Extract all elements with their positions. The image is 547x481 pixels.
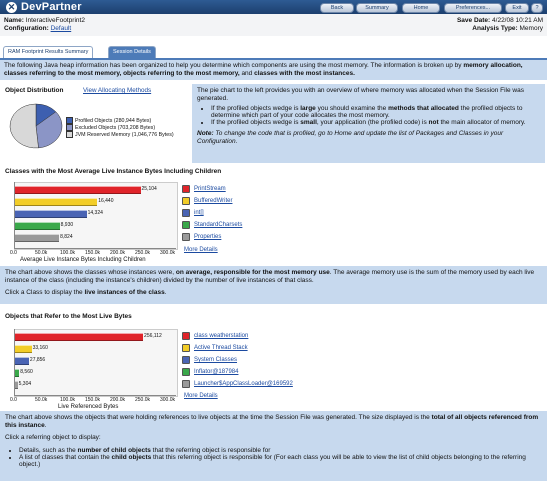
home-button[interactable]: Home: [402, 3, 440, 13]
bullet-large-wedge: • If the profiled objects wedge is large you should examine the methods that allocated the profiled objects to determine which part of your code allocates the most memory.: [211, 105, 540, 119]
bar-standardcharsets[interactable]: [15, 222, 60, 230]
tab-ram-footprint-summary[interactable]: RAM Footprint Results Summary: [3, 46, 93, 58]
bar-launcher-appclassloader-169592[interactable]: [15, 381, 18, 389]
bar-value-label: 5,304: [18, 381, 32, 387]
legend-excluded-objects: Excluded Objects (703,208 Bytes): [66, 124, 155, 131]
view-allocating-methods-link[interactable]: View Allocating Methods: [83, 87, 152, 94]
class-link[interactable]: System Classes: [194, 357, 238, 363]
class-icon: [182, 197, 190, 205]
bar-value-label: 25,104: [141, 186, 157, 192]
class-link[interactable]: StandardCharsets: [194, 222, 243, 228]
class-icon: [182, 380, 190, 388]
bar-inflator-187984[interactable]: [15, 369, 19, 377]
x-tick-label: 0.0: [10, 250, 17, 256]
class-link[interactable]: Launcher$AppClassLoader@169592: [194, 381, 293, 387]
x-tick-label: 100.0k: [60, 250, 76, 256]
tab-bar: [0, 36, 547, 58]
session-name: InteractiveFootprint2: [25, 17, 85, 24]
bar-value-label: 8,930: [60, 222, 74, 228]
classes-bar-chart: [0, 178, 547, 264]
legend-swatch: [66, 124, 73, 131]
x-axis-title: Live Referenced Bytes: [58, 404, 119, 410]
legend-profiled-objects: Profiled Objects (280,944 Bytes): [66, 117, 151, 124]
class-icon: [182, 368, 190, 376]
class-link[interactable]: class weatherstation: [194, 333, 249, 339]
bar-properties[interactable]: [15, 234, 59, 242]
object-distribution-pie: [8, 100, 64, 152]
object-distribution-title: Object Distribution: [5, 87, 64, 94]
x-tick-label: 200.0k: [110, 250, 126, 256]
tab-session-details[interactable]: Session Details: [108, 46, 156, 58]
x-axis-line: [14, 395, 176, 396]
objects-chart-title: Objects that Refer to the Most Live Bytes: [5, 313, 132, 320]
legend-item-class-weatherstation[interactable]: [182, 332, 248, 340]
class-icon: [182, 185, 190, 193]
x-tick-label: 250.0k: [135, 250, 151, 256]
class-icon: [182, 356, 190, 364]
intro-text: The following Java heap information has been organized to help you determine which components are using the most memory. The information is broken up by memory allocation, classes referring to the most memory, objects referring to the most memory, and classes with the most instances.: [4, 62, 523, 77]
bar-value-label: 33,160: [32, 345, 48, 351]
x-axis-title: Average Live Instance Bytes Including Children: [20, 257, 146, 263]
class-icon: [182, 344, 190, 352]
objects-more-details-link[interactable]: More Details: [184, 393, 218, 399]
x-tick-label: 100.0k: [60, 397, 76, 403]
legend-item-system-classes[interactable]: [182, 356, 237, 364]
legend-item-active-thread-stack[interactable]: [182, 344, 248, 352]
bar-value-label: 8,824: [60, 234, 73, 240]
bar-class-weatherstation[interactable]: [15, 333, 143, 341]
class-link[interactable]: BufferedWriter: [194, 198, 233, 204]
preferences-button[interactable]: Preferences...: [444, 3, 502, 13]
x-tick-label: 250.0k: [135, 397, 151, 403]
save-date-label: Save Date:: [456, 17, 491, 24]
legend-item-printstream[interactable]: [182, 185, 226, 193]
app-title: DevPartner: [21, 1, 82, 13]
objects-explanation-panel: The chart above shows the objects that were holding references to live objects at the time the Session File was generated. The size displayed is the total of all objects referenced from this instance. Click a referring object to display: • Details, such as the number of child objects that the referring object is responsible for • A list of classes that contain the child objects that this referring object is responsible for (For each class you will be able to view the list of child objects belonging to the referring object.): [0, 411, 547, 481]
class-link[interactable]: int[]: [194, 210, 204, 216]
legend-swatch: [66, 117, 73, 124]
bar-value-label: 14,324: [87, 210, 103, 216]
bar-system-classes[interactable]: [15, 357, 29, 365]
object-distribution-description: The pie chart to the left provides you with an overview of where memory was allocated when the Session File was generated. • If the profiled objects wedge is large you should examine the methods that allocated the profiled objects to determine which part of your code allocates the most memory. • If the profiled objects wedge is small, your application (the profiled code) is not the main allocator of memory. Note: To change the code that is profiled, go to Home and update the list of Packages and Classes in your Configuration.: [192, 84, 545, 163]
logo: [6, 1, 82, 13]
help-button[interactable]: ?: [531, 3, 543, 13]
x-axis-line: [14, 248, 176, 249]
classes-more-details-link[interactable]: More Details: [184, 247, 218, 253]
x-tick-label: 150.0k: [85, 397, 101, 403]
configuration-label: Configuration:: [4, 25, 49, 32]
save-date-value: 4/22/08 10:21 AM: [492, 17, 543, 24]
x-tick-label: 200.0k: [110, 397, 126, 403]
bar-bufferedwriter[interactable]: [15, 198, 97, 206]
bullet-class-list: • A list of classes that contain the child objects that this referring object is responsible for (For each class you will be able to view the list of child objects belonging to the referring object.): [19, 454, 542, 468]
classes-explanation-panel: The chart above shows the classes whose instances were, on average, responsible for the most memory use. The average memory use is the sum of the memory used by each live instance of the class (including the instance's children) divided by the number of live instances of that class. Click a Class to display the live instances of the class.: [0, 266, 547, 304]
back-button[interactable]: Back: [320, 3, 354, 13]
class-link[interactable]: Properties: [194, 234, 222, 240]
class-link[interactable]: Inflator@187984: [194, 369, 239, 375]
devpartner-logo-icon: ✕: [7, 1, 16, 12]
legend-item-launcher-appclassloader-169592[interactable]: [182, 380, 293, 388]
exit-button[interactable]: Exit: [505, 3, 529, 13]
class-icon: [182, 332, 190, 340]
bar-active-thread-stack[interactable]: [15, 345, 32, 353]
class-link[interactable]: Active Thread Stack: [194, 345, 248, 351]
summary-button[interactable]: Summary: [356, 3, 398, 13]
x-tick-label: 150.0k: [85, 250, 101, 256]
classes-chart-title: Classes with the Most Average Live Instance Bytes Including Children: [5, 168, 222, 175]
pie-slice-jvm-reserved-memory: [10, 104, 39, 148]
legend-item-properties[interactable]: [182, 233, 221, 241]
bar-value-label: 16,440: [98, 198, 114, 204]
legend-swatch: [66, 131, 73, 138]
legend-item-standardcharsets[interactable]: [182, 221, 242, 229]
x-tick-label: 300.0k: [160, 397, 176, 403]
bullet-small-wedge: • If the profiled objects wedge is small, your application (the profiled code) is not the main allocator of memory.: [211, 119, 540, 126]
legend-jvm-reserved-memory: JVM Reserved Memory (1,046,776 Bytes): [66, 131, 174, 138]
class-icon: [182, 209, 190, 217]
bar-value-label: 27,856: [29, 357, 46, 363]
bar-printstream[interactable]: [15, 186, 141, 194]
class-icon: [182, 221, 190, 229]
legend-item-bufferedwriter[interactable]: [182, 197, 232, 205]
session-info-bar: [0, 14, 547, 37]
x-tick-label: 0.0: [10, 397, 17, 403]
header-banner: [0, 0, 547, 14]
bar-value-label: 8,560: [20, 369, 33, 375]
analysis-type-value: Memory: [519, 25, 543, 32]
configuration-link[interactable]: Default: [50, 25, 72, 32]
note-text: Note: To change the code that is profiled, go to Home and update the list of Packages and Classes in your Configuration.: [197, 130, 504, 145]
x-tick-label: 50.0k: [35, 397, 48, 403]
bullet-details: • Details, such as the number of child objects that the referring object is responsible for: [19, 447, 542, 454]
x-tick-label: 300.0k: [160, 250, 176, 256]
intro-panel: [0, 58, 547, 80]
bar-int-[interactable]: [15, 210, 87, 218]
class-icon: [182, 233, 190, 241]
analysis-type-label: Analysis Type:: [472, 25, 518, 32]
objects-bar-chart: [0, 325, 547, 411]
class-link[interactable]: PrintStream: [194, 186, 226, 192]
legend-item-int-[interactable]: [182, 209, 204, 217]
legend-item-inflator-187984[interactable]: [182, 368, 238, 376]
name-label: Name:: [4, 17, 24, 24]
x-tick-label: 50.0k: [35, 250, 48, 256]
bar-value-label: 256,112: [144, 333, 162, 339]
